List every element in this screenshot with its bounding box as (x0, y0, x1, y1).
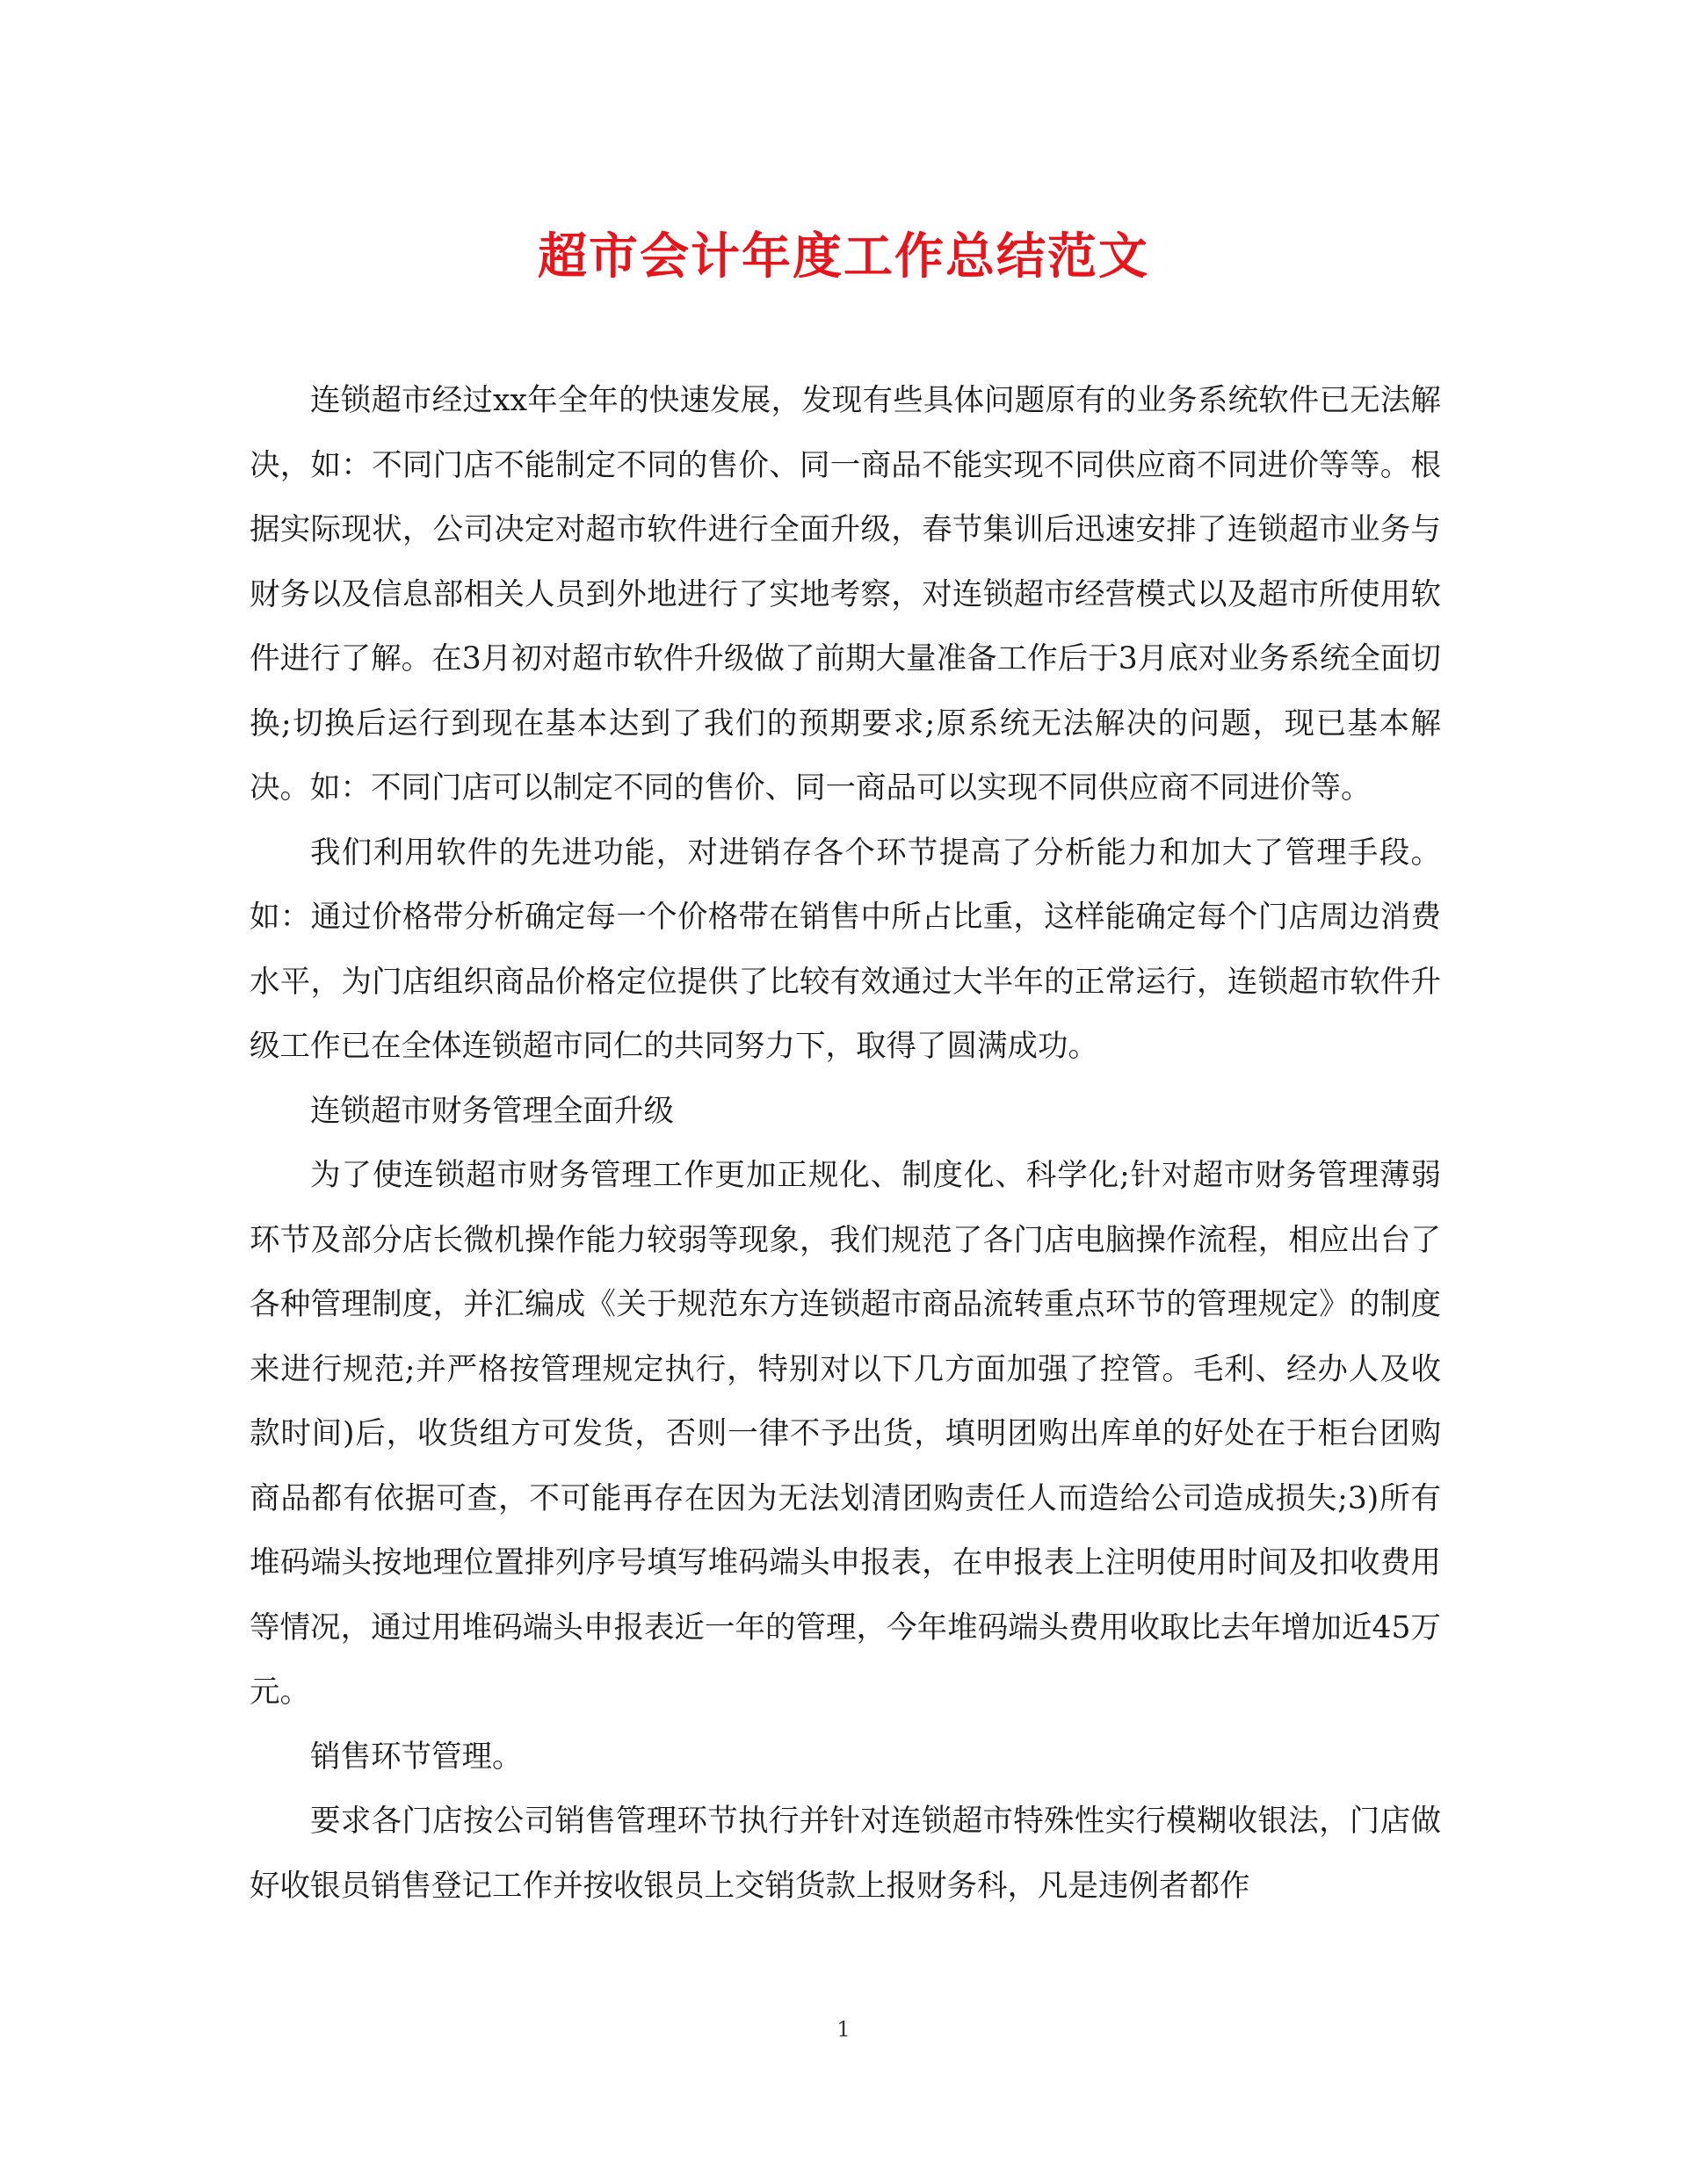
document-body (250, 369, 1441, 1919)
document-title: 超市会计年度工作总结范文 (538, 228, 1149, 286)
section-heading-finance-upgrade: 连锁超市财务管理全面升级 (310, 1093, 674, 1129)
paragraph-sales-management: 要求各门店按公司销售管理环节执行并针对连锁超市特殊性实行模糊收银法，门店做好收银员销售登记工作并按收银员上交销货款上报财务科，凡是违例者都作 (250, 1804, 1441, 1904)
paragraph-software-upgrade: 连锁超市经过xx年全年的快速发展，发现有些具体问题原有的业务系统软件已无法解决，如：不同门店不能制定不同的售价、同一商品不能实现不同供应商不同进价等等。根据实际现状，公司决定对超市软件进行全面升级，春节集训后迅速安排了连锁超市业务与财务以及信息部相关人员到外地进行了实地考察，对连锁超市经营模式以及超市所使用软件进行了解。在3月初对超市软件升级做了前期大量准备工作后于3月底对业务系统全面切换;切换后运行到现在基本达到了我们的预期要求;原系统无法解决的问题，现已基本解决。如：不同门店可以制定不同的售价、同一商品可以实现不同供应商不同进价等。 (250, 383, 1441, 806)
page-number: 1 (836, 2017, 851, 2042)
paragraph-software-functions: 我们利用软件的先进功能，对进销存各个环节提高了分析能力和加大了管理手段。如：通过价格带分析确定每一个价格带在销售中所占比重，这样能确定每个门店周边消费水平，为门店组织商品价格定位提供了比较有效通过大半年的正常运行，连锁超市软件升级工作已在全体连锁超市同仁的共同努力下，取得了圆满成功。 (250, 835, 1441, 1064)
section-heading-sales-management: 销售环节管理。 (310, 1739, 523, 1775)
paragraph-finance-management: 为了使连锁超市财务管理工作更加正规化、制度化、科学化;针对超市财务管理薄弱环节及部分店长微机操作能力较弱等现象，我们规范了各门店电脑操作流程，相应出台了各种管理制度，并汇编成《关于规范东方连锁超市商品流转重点环节的管理规定》的制度来进行规范;并严格按管理规定执行，特别对以下几方面加强了控管。毛利、经办人及收款时间)后，收货组方可发货，否则一律不予出货，填明团购出库单的好处在于柜台团购商品都有依据可查，不可能再存在因为无法划清团购责任人而造给公司造成损失;3)所有堆码端头按地理位置排列序号填写堆码端头申报表，在申报表上注明使用时间及扣收费用等情况，通过用堆码端头申报表近一年的管理，今年堆码端头费用收取比去年增加近45万元。 (250, 1158, 1441, 1710)
